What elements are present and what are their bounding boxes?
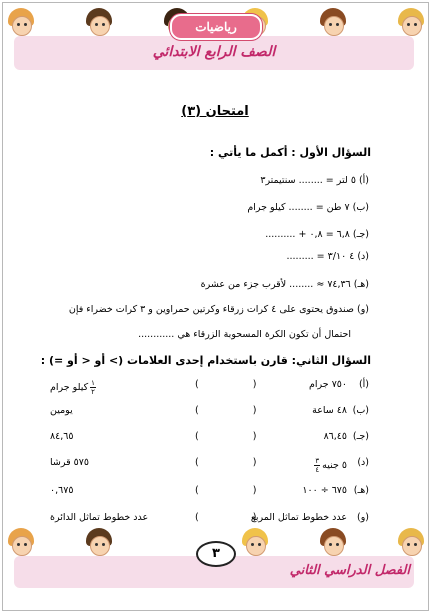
comparison-left-value: ٨٦,٤٥	[323, 431, 347, 442]
numerator: ١	[91, 379, 95, 387]
q2-heading: السؤال الثاني: قارن باستخدام إحدى العلامات (> أو < أو =) :	[40, 354, 371, 367]
q1-item: (هـ) ٧٤,٣٦ ≈ ........ لأقرب جزء من عشرة	[200, 279, 369, 290]
comparison-left-value: ٦٧٥ ÷ ١٠٠	[302, 485, 347, 496]
answer-blank[interactable]: ( )	[195, 485, 273, 496]
q1-item: (جـ) ٦,٨ = ٠,٨ + ..........	[265, 229, 369, 240]
fraction	[314, 457, 320, 474]
child-illustration	[84, 8, 114, 38]
q1-item: (أ) ٥ لتر = ........ سنتيمتر٣	[260, 175, 369, 186]
child-illustration	[84, 528, 114, 558]
comparison-label: (هـ)	[353, 485, 369, 496]
comparison-right-value: يومين	[50, 405, 73, 416]
comparison-left-text: ٥ جنيه	[322, 460, 347, 471]
comparison-right-value: عدد خطوط تماثل الدائرة	[50, 512, 149, 523]
child-illustration	[240, 528, 270, 558]
comparison-left-value: ٤٨ ساعة	[312, 405, 347, 416]
page-number: ٣	[196, 541, 236, 567]
q1-item: احتمال أن تكون الكرة المسحوبة الزرقاء هي ............	[138, 329, 351, 340]
answer-blank[interactable]: ( )	[195, 431, 273, 442]
comparison-left-value: عدد خطوط تماثل المربع	[250, 512, 347, 523]
child-illustration	[6, 8, 36, 38]
answer-blank[interactable]: ( )	[195, 405, 273, 416]
fraction	[90, 379, 96, 396]
comparison-right-value: ٨٤,٦٥	[50, 431, 74, 442]
subject-badge: رياضيات	[170, 14, 262, 40]
denominator: ٤	[315, 466, 320, 474]
comparison-label: (و)	[356, 512, 369, 523]
answer-blank[interactable]: ( )	[195, 512, 273, 523]
comparison-label: (أ)	[358, 379, 369, 390]
exam-title: امتحان (٣)	[181, 104, 249, 119]
q1-item: (د) ٤ ٣/١٠ = .........	[286, 251, 369, 262]
comparison-right-value: ٠,٦٧٥	[50, 485, 74, 496]
term-title: الفصل الدراسي الثاني	[289, 563, 410, 578]
comparison-right-text: كيلو جرام	[50, 382, 89, 393]
comparison-label: (ب)	[352, 405, 369, 416]
child-illustration	[318, 8, 348, 38]
child-illustration	[396, 528, 426, 558]
q1-item: (ب) ٧ طن = ........ كيلو جرام	[247, 202, 369, 213]
q1-heading: السؤال الأول : أكمل ما يأتي :	[209, 146, 371, 159]
comparison-right-value: ٥٧٥ قرشا	[50, 457, 89, 468]
comparison-right-value	[50, 379, 98, 396]
comparison-label: (جـ)	[352, 431, 369, 442]
comparison-left-value: ٧٥٠ جرام	[309, 379, 347, 390]
grade-title: الصف الرابع الابتدائي	[152, 44, 276, 60]
child-illustration	[318, 528, 348, 558]
answer-blank[interactable]: ( )	[195, 379, 273, 390]
denominator: ٢	[91, 388, 95, 396]
child-illustration	[6, 528, 36, 558]
comparison-left-value	[312, 457, 347, 474]
comparison-label: (د)	[357, 457, 369, 468]
q1-item: (و) صندوق يحتوى على ٤ كرات زرقاء وكرتين حمراوين و ٣ كرات خضراء فإن	[68, 304, 369, 315]
answer-blank[interactable]: ( )	[195, 457, 273, 468]
child-illustration	[396, 8, 426, 38]
numerator: ٣	[315, 457, 320, 465]
